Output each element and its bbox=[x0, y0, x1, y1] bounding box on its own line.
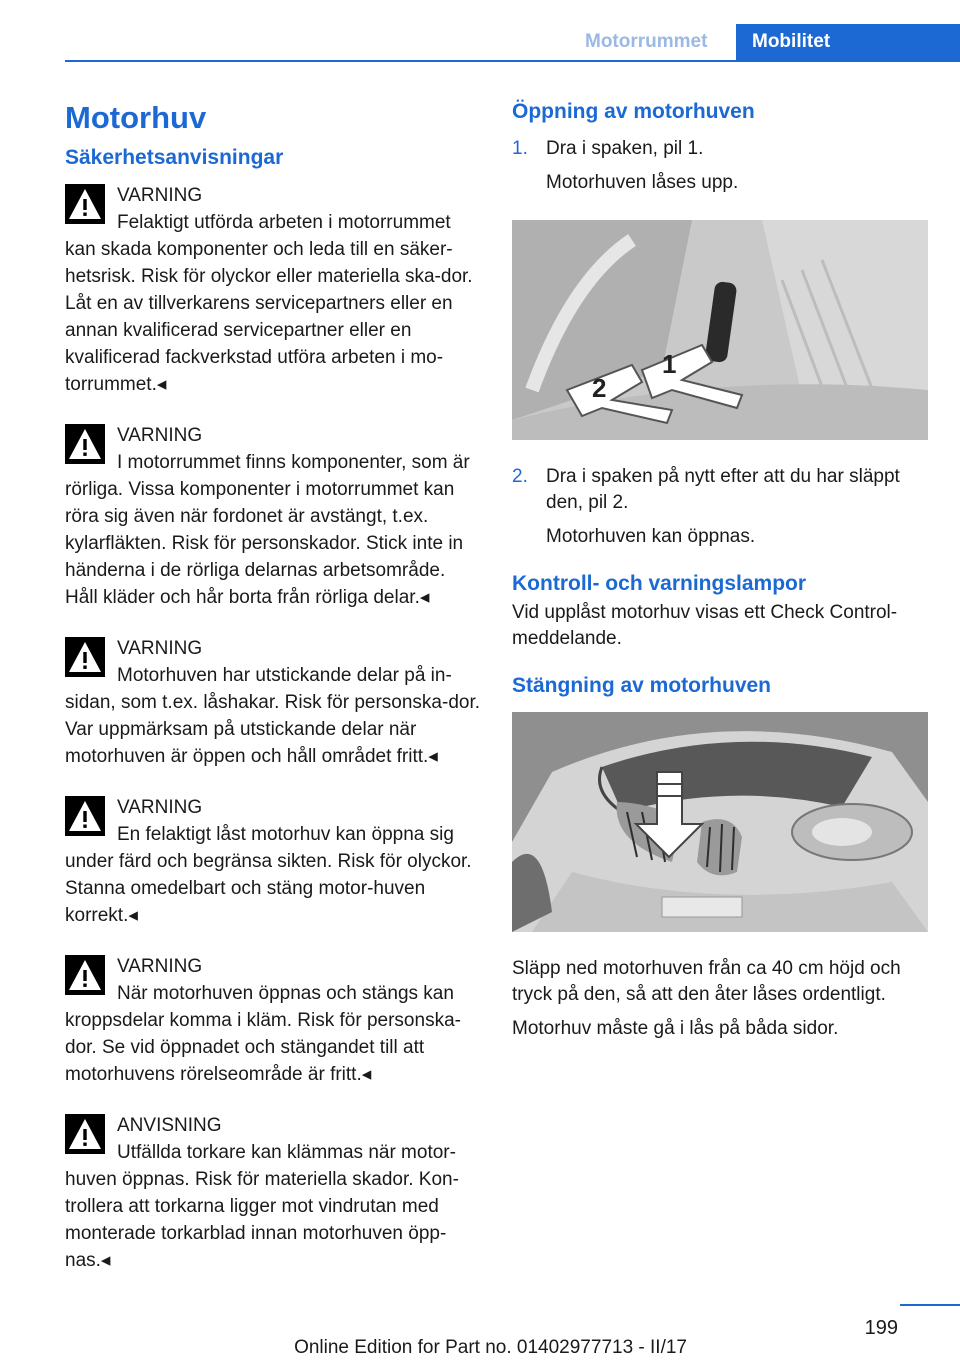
warning-triangle-icon bbox=[65, 637, 105, 677]
warning-text: Motorhuven har utstickande delar på in-sidan, som t.ex. låshakar. Risk för personska-dor. Var uppmärksam på utstickande delar när motorhuven är öppen och håll området fritt.◂ bbox=[65, 665, 481, 767]
closing-heading: Stängning av motorhuven bbox=[512, 674, 772, 697]
warning-heading: VARNING bbox=[117, 956, 203, 977]
arrow-label: 1 bbox=[662, 349, 677, 379]
step-result: Motorhuven låses upp. bbox=[546, 172, 739, 193]
notice-text: Utfällda torkare kan klämmas när motor-huven öppnas. Risk för materiella skador. Kon-trollera att torkarna ligger mot vindrutan med monterade torkarblad innan motorhuven öpp-nas.◂ bbox=[65, 1142, 459, 1271]
step-number: 2. bbox=[512, 466, 528, 487]
warning-heading: VARNING bbox=[117, 797, 203, 818]
page-number: 199 bbox=[864, 1317, 898, 1339]
warning-text: I motorrummet finns komponenter, som är rörliga. Vissa komponenter i motorrummet kan röra sig även när fordonet är avstängt, t.ex. kylarfläkten. Risk för personskador. Stick inte in händerna i de rörliga delarnas arbetsområde. Håll kläder och hår borta från rörliga delar.◂ bbox=[65, 452, 470, 608]
step-result: Motorhuven kan öppnas. bbox=[546, 526, 756, 547]
notice-heading: ANVISNING bbox=[117, 1115, 222, 1136]
right-column bbox=[512, 100, 928, 1042]
warning-text: Felaktigt utförda arbeten i motorrummet kan skada komponenter och leda till en säker-hetsrisk. Risk för olyckor eller materiella ska-dor. Låt en av tillverkarens servicepartners eller en annan kvalificerad servicepartner eller en kvalificerad fackverkstad utföra arbeten i mo-torrummet.◂ bbox=[65, 212, 473, 395]
lamps-heading: Kontroll- och varningslampor bbox=[512, 572, 807, 595]
warning-triangle-icon bbox=[65, 955, 105, 995]
warning-triangle-icon bbox=[65, 424, 105, 464]
closing-text: Släpp ned motorhuven från ca 40 cm höjd och tryck på den, så att den åter låses ordentligt. bbox=[512, 958, 901, 1005]
warning-text: När motorhuven öppnas och stängs kan kroppsdelar komma i kläm. Risk för personska-dor. Se vid öppnadet och stängandet till att motorhuvens rörelseområde är fritt.◂ bbox=[65, 983, 461, 1085]
warning-block bbox=[65, 794, 480, 929]
page-title: Motorhuv bbox=[65, 100, 207, 135]
arrow-label: 2 bbox=[592, 373, 607, 403]
hood-release-lever-image bbox=[512, 220, 928, 440]
lamps-text: Vid upplåst motorhuv visas ett Check Control-meddelande. bbox=[512, 602, 898, 649]
chapter-tab: Mobilitet bbox=[736, 24, 960, 60]
warning-block bbox=[65, 635, 480, 770]
notice-block bbox=[65, 1112, 480, 1274]
edition-footer: Online Edition for Part no. 01402977713 - II/17 bbox=[294, 1337, 687, 1358]
opening-heading: Öppning av motorhuven bbox=[512, 100, 755, 123]
left-column bbox=[65, 100, 480, 1298]
warning-block bbox=[65, 182, 480, 398]
step-text: Dra i spaken, pil 1. bbox=[546, 138, 704, 159]
safety-heading: Säkerhetsanvisningar bbox=[65, 146, 284, 169]
footer-rule bbox=[900, 1304, 960, 1306]
warning-triangle-icon bbox=[65, 184, 105, 224]
warning-triangle-icon bbox=[65, 796, 105, 836]
warning-heading: VARNING bbox=[117, 638, 203, 659]
hood-closing-image bbox=[512, 712, 928, 932]
section-tab: Motorrummet bbox=[585, 31, 708, 52]
warning-triangle-icon bbox=[65, 1114, 105, 1154]
warning-heading: VARNING bbox=[117, 185, 203, 206]
warning-block bbox=[65, 422, 480, 611]
warning-heading: VARNING bbox=[117, 425, 203, 446]
warning-text: En felaktigt låst motorhuv kan öppna sig under färd och begränsa sikten. Risk för olyckor. Stanna omedelbart och stäng motor-huven korrekt.◂ bbox=[65, 824, 472, 926]
page-header bbox=[65, 24, 960, 62]
step-number: 1. bbox=[512, 138, 528, 159]
step-1 bbox=[512, 136, 928, 196]
closing-note: Motorhuv måste gå i lås på båda sidor. bbox=[512, 1018, 839, 1039]
step-text: Dra i spaken på nytt efter att du har släppt den, pil 2. bbox=[546, 466, 900, 513]
header-rule bbox=[65, 60, 960, 62]
warning-block bbox=[65, 953, 480, 1088]
step-2 bbox=[512, 464, 928, 550]
